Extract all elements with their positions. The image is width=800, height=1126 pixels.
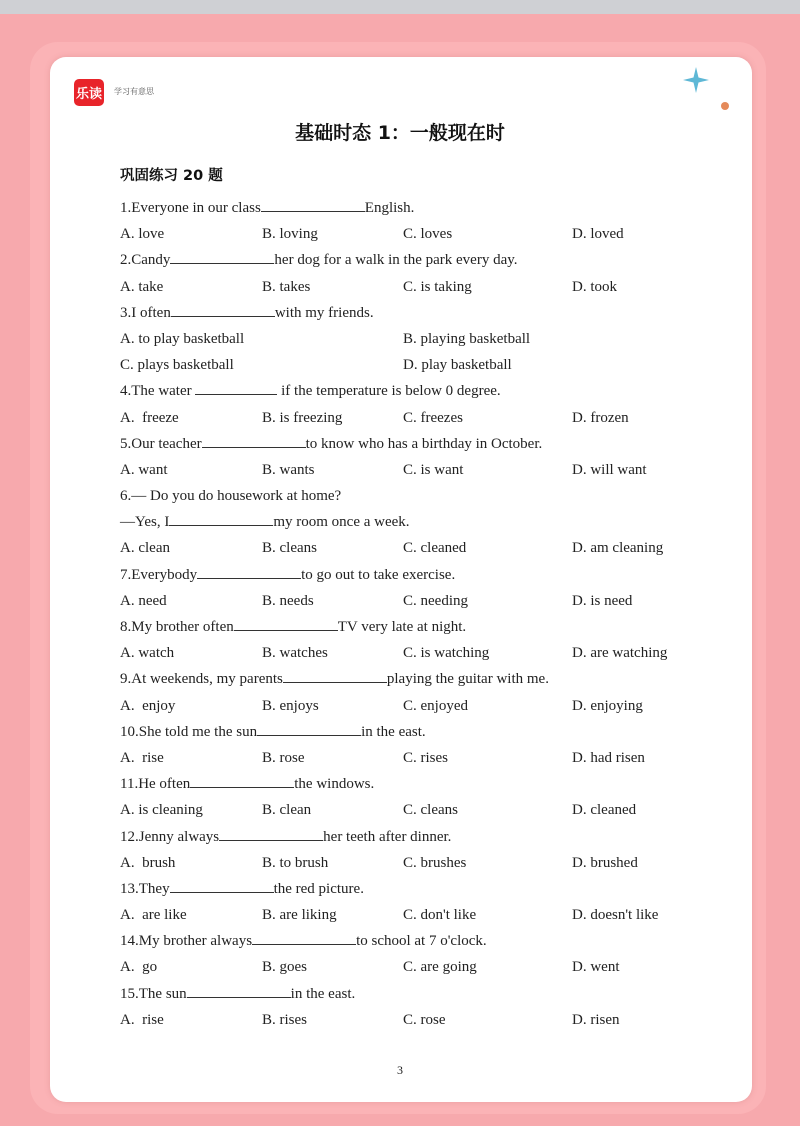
question-stem: 6.— Do you do housework at home? <box>120 488 342 505</box>
option-c: C. is want <box>403 461 464 478</box>
option-row <box>120 797 730 823</box>
option-c: C. cleaned <box>403 540 467 557</box>
answer-blank[interactable] <box>234 615 338 631</box>
option-c: C. enjoyed <box>403 697 468 714</box>
option-row <box>120 693 730 719</box>
option-c: C. plays basketball <box>120 357 234 374</box>
option-b: B. loving <box>262 226 318 243</box>
option-d: D. cleaned <box>572 802 637 819</box>
answer-blank[interactable] <box>195 379 277 395</box>
question-stem: 12.Jenny always her teeth after dinner. <box>120 824 730 850</box>
option-a: A. want <box>120 461 168 478</box>
option-a: A. to play basketball <box>120 330 245 347</box>
question-stem: 10.She told me the sun in the east. <box>120 719 730 745</box>
option-d: D. doesn't like <box>572 907 659 924</box>
question-stem: 5.Our teacher to know who has a birthday in October. <box>120 431 730 457</box>
option-row <box>120 588 730 614</box>
page-number: 3 <box>397 1063 403 1077</box>
answer-blank[interactable] <box>187 982 291 998</box>
sparkle-icon <box>682 66 710 94</box>
answer-blank[interactable] <box>169 510 273 526</box>
option-b: B. rises <box>262 1011 307 1028</box>
option-b: B. goes <box>262 959 307 976</box>
answer-blank[interactable] <box>190 772 294 788</box>
option-row <box>120 274 730 300</box>
option-a: A. need <box>120 592 167 609</box>
question-stem: 4.The water if the temperature is below 0 degree. <box>120 378 730 404</box>
option-row <box>120 954 730 980</box>
option-row <box>120 405 730 431</box>
option-d: D. took <box>572 278 617 295</box>
option-b: B. enjoys <box>262 697 319 714</box>
option-c: C. rose <box>403 1011 446 1028</box>
option-b: B. watches <box>262 645 328 662</box>
option-a: A. freeze <box>120 409 179 426</box>
question-list <box>120 195 730 1033</box>
option-c: C. is taking <box>403 278 472 295</box>
question-stem: 8.My brother often TV very late at night. <box>120 614 730 640</box>
question-stem: 15.The sun in the east. <box>120 981 730 1007</box>
option-b: B. is freezing <box>262 409 343 426</box>
option-d: D. frozen <box>572 409 629 426</box>
option-c: C. are going <box>403 959 477 976</box>
option-d: D. had risen <box>572 749 645 766</box>
option-b: B. takes <box>262 278 311 295</box>
question-stem: 7.Everybody to go out to take exercise. <box>120 562 730 588</box>
question-stem: 9.At weekends, my parents playing the guitar with me. <box>120 666 730 692</box>
option-a: A. is cleaning <box>120 802 203 819</box>
answer-blank[interactable] <box>219 825 323 841</box>
option-b: B. cleans <box>262 540 317 557</box>
brand-slogan: 学习有意思 <box>114 87 154 96</box>
option-row <box>120 1007 730 1033</box>
option-a: A. rise <box>120 749 164 766</box>
option-d: D. play basketball <box>403 357 512 374</box>
answer-blank[interactable] <box>252 929 356 945</box>
question-stem: 2.Candy her dog for a walk in the park every day. <box>120 247 730 273</box>
answer-blank[interactable] <box>202 432 306 448</box>
option-c: C. don't like <box>403 907 477 924</box>
option-d: D. went <box>572 959 620 976</box>
section-subtitle: 巩固练习 20 题 <box>120 168 223 184</box>
question-stem: 11.He often the windows. <box>120 771 730 797</box>
option-row <box>120 221 730 247</box>
option-a: A. enjoy <box>120 697 176 714</box>
option-row <box>120 745 730 771</box>
option-b: B. needs <box>262 592 314 609</box>
question-stem: —Yes, I my room once a week. <box>120 509 730 535</box>
option-a: A. rise <box>120 1011 164 1028</box>
option-a: A. take <box>120 278 164 295</box>
option-a: A. are like <box>120 907 187 924</box>
brand-logo: 乐读 <box>74 79 104 106</box>
option-b: B. clean <box>262 802 312 819</box>
option-b: B. playing basketball <box>403 330 531 347</box>
option-c: C. is watching <box>403 645 490 662</box>
decor-dot <box>721 102 729 110</box>
option-d: D. brushed <box>572 854 638 871</box>
answer-blank[interactable] <box>283 667 387 683</box>
option-a: A. love <box>120 226 165 243</box>
option-c: C. brushes <box>403 854 467 871</box>
option-row <box>120 850 730 876</box>
option-a: A. brush <box>120 854 176 871</box>
option-a: A. watch <box>120 645 175 662</box>
option-c: C. loves <box>403 226 453 243</box>
option-d: D. will want <box>572 461 647 478</box>
question-stem: 13.They the red picture. <box>120 876 730 902</box>
option-a: A. clean <box>120 540 170 557</box>
page-title: 基础时态 1：一般现在时 <box>295 122 505 144</box>
answer-blank[interactable] <box>261 196 365 212</box>
option-row <box>120 326 730 352</box>
option-d: D. risen <box>572 1011 620 1028</box>
option-b: B. wants <box>262 461 315 478</box>
option-row <box>120 535 730 561</box>
option-d: D. loved <box>572 226 624 243</box>
option-a: A. go <box>120 959 158 976</box>
option-c: C. rises <box>403 749 448 766</box>
option-d: D. am cleaning <box>572 540 664 557</box>
option-row <box>120 640 730 666</box>
option-row <box>120 902 730 928</box>
option-d: D. enjoying <box>572 697 643 714</box>
top-bar <box>0 0 800 14</box>
answer-blank[interactable] <box>170 248 274 264</box>
question-stem: 1.Everyone in our class English. <box>120 195 730 221</box>
answer-blank[interactable] <box>197 563 301 579</box>
option-c: C. needing <box>403 592 468 609</box>
option-c: C. cleans <box>403 802 458 819</box>
question-stem: 3.I often with my friends. <box>120 300 730 326</box>
option-b: B. rose <box>262 749 305 766</box>
option-c: C. freezes <box>403 409 463 426</box>
answer-blank[interactable] <box>171 301 275 317</box>
option-row <box>120 457 730 483</box>
option-b: B. are liking <box>262 907 337 924</box>
option-d: D. are watching <box>572 645 668 662</box>
option-row <box>120 352 730 378</box>
answer-blank[interactable] <box>170 877 274 893</box>
answer-blank[interactable] <box>257 720 361 736</box>
question-stem: 14.My brother always to school at 7 o'clock. <box>120 928 730 954</box>
option-d: D. is need <box>572 592 633 609</box>
option-b: B. to brush <box>262 854 329 871</box>
